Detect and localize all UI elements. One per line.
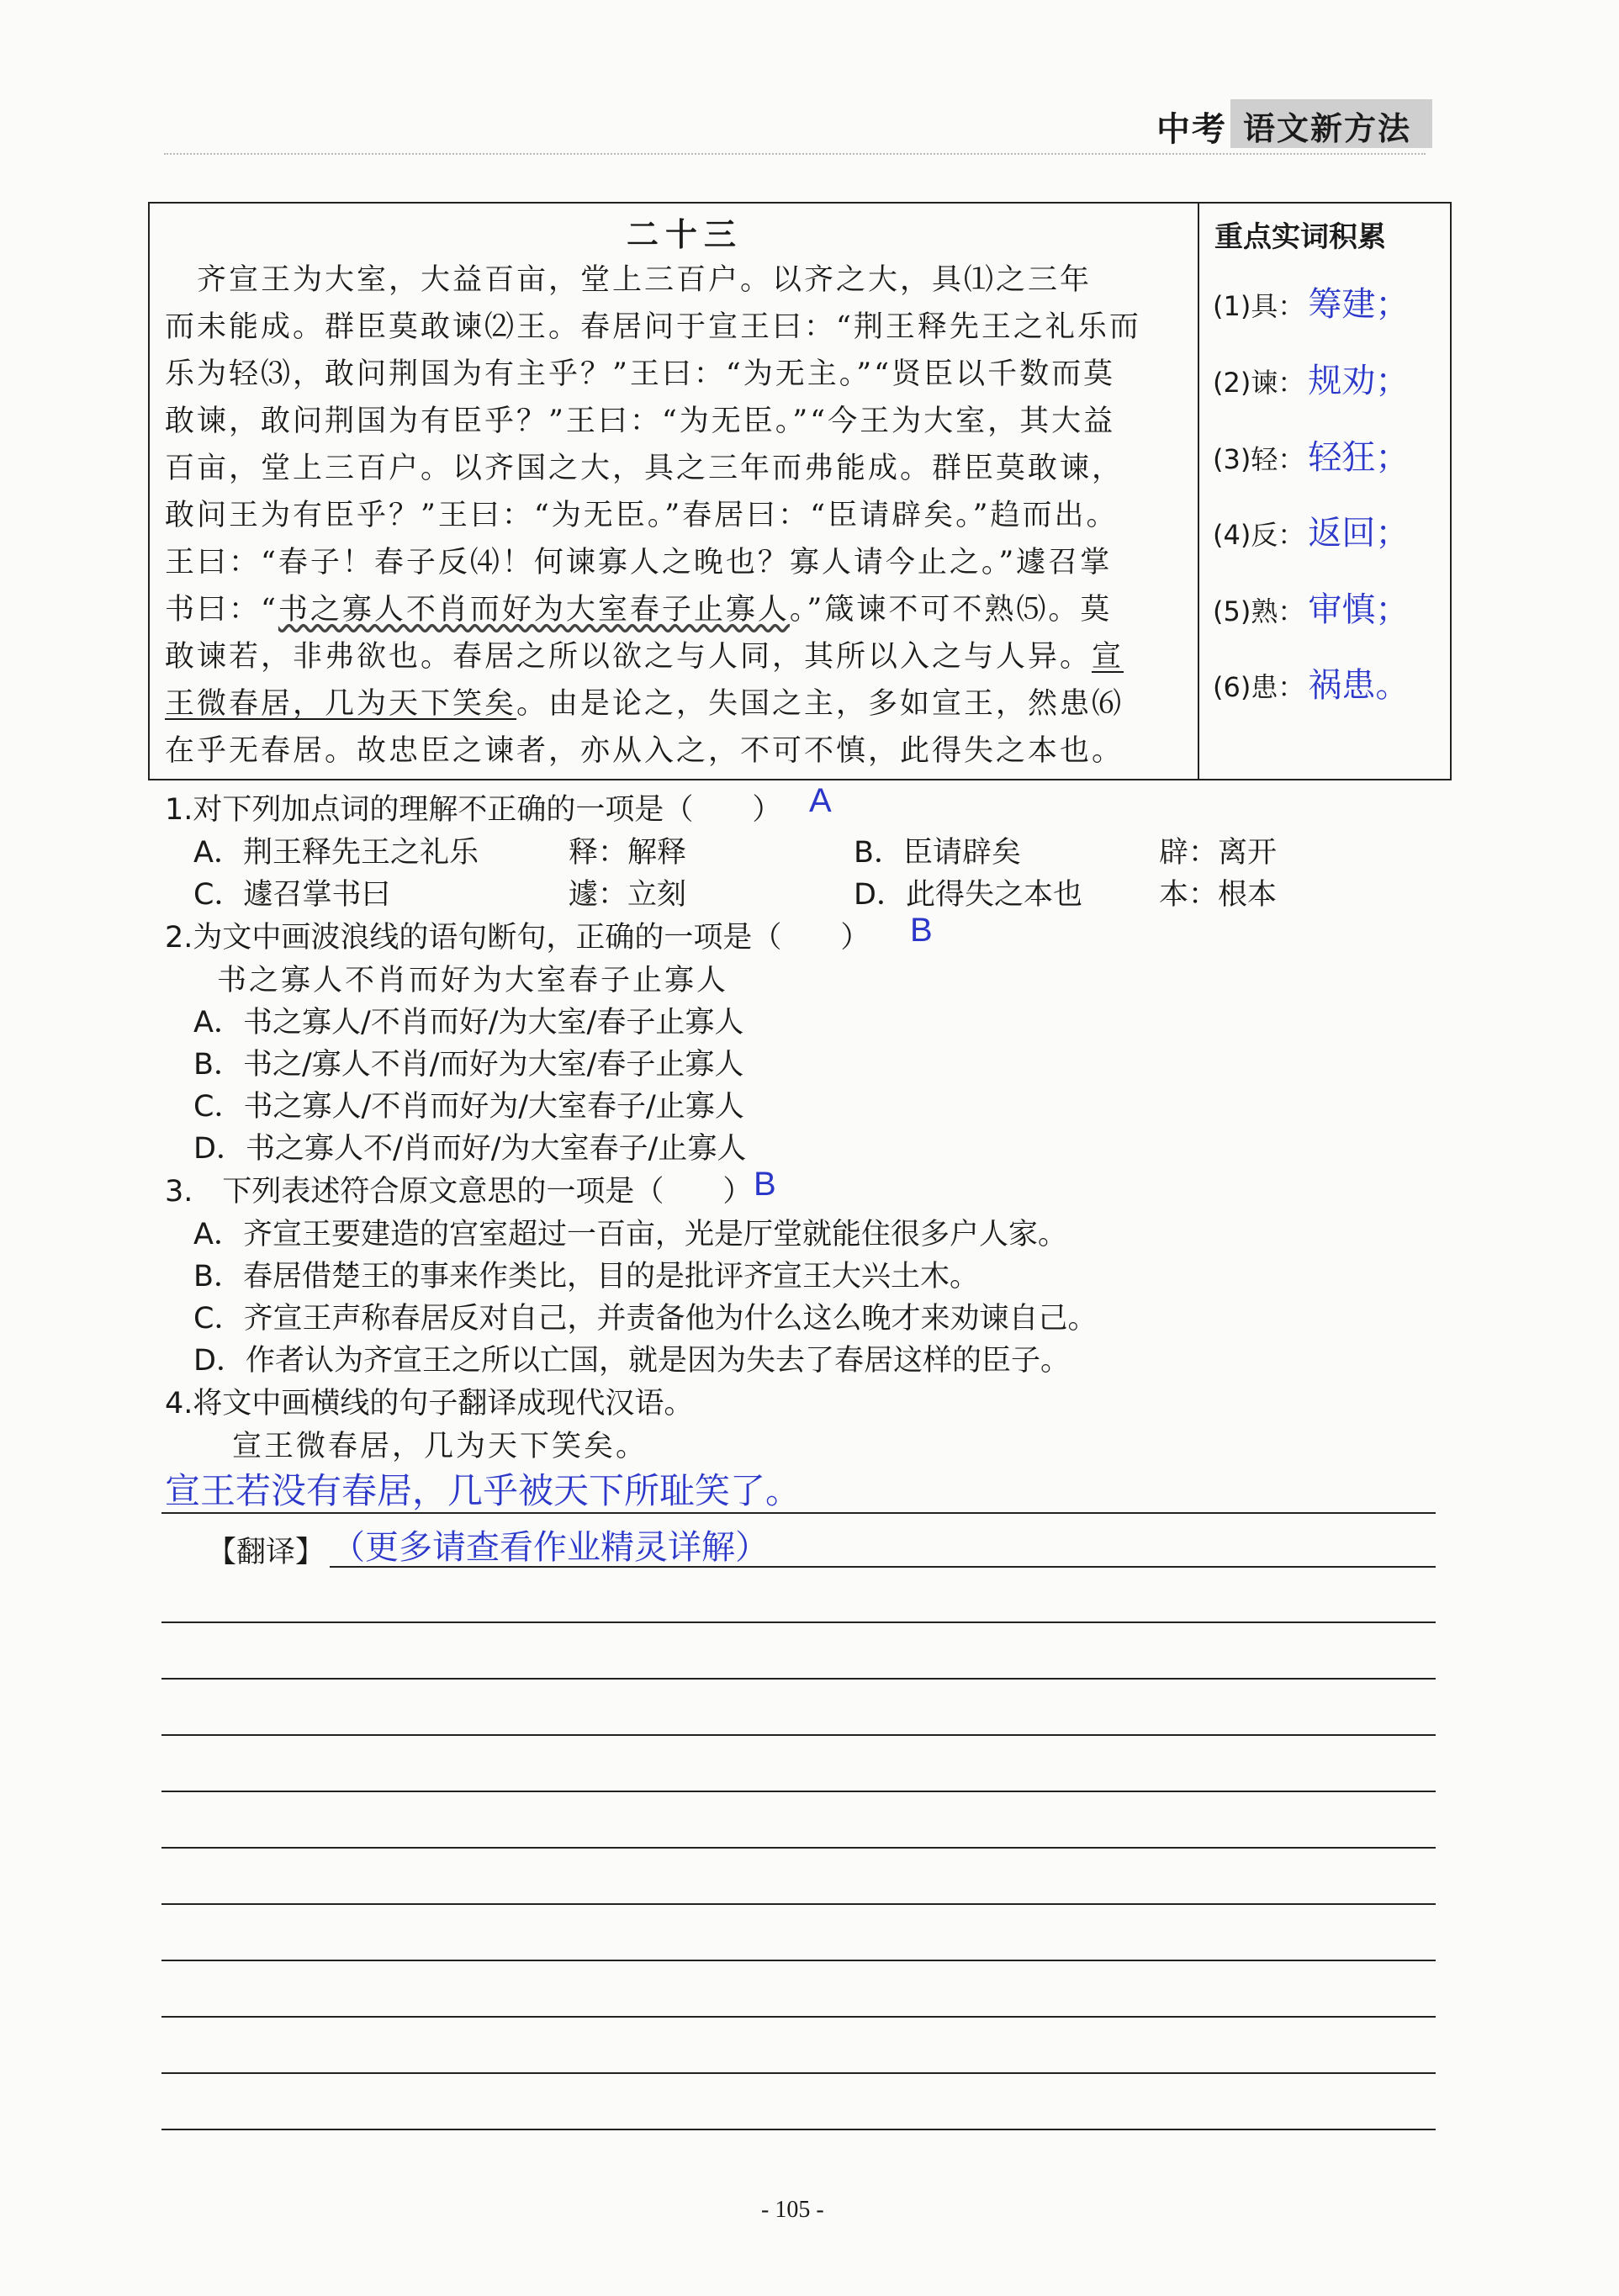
header-left-title: 中考 [1156, 109, 1227, 149]
wavy-underlined-sentence: 书之寡人不肖而好为大室春子止寡人 [278, 593, 790, 627]
passage-text: 。由是论之，失国之主，多如宣王，然患⑹ [516, 687, 1124, 721]
q1-option: A．荆王释先王之礼乐 [193, 836, 479, 870]
question-4-stem: 4.将文中画横线的句子翻译成现代汉语。 [165, 1387, 694, 1420]
vocab-label: (3)轻： [1213, 443, 1305, 475]
underlined-sentence-start: 宣 [1092, 640, 1124, 674]
vocab-label: (2)谏： [1213, 367, 1305, 399]
vocab-answer: 审慎； [1308, 590, 1410, 629]
passage-text: 。”箴谏不可不熟⑸。莫 [789, 593, 1113, 627]
vocab-answer: 返回； [1308, 514, 1410, 553]
vocab-answer: 筹建； [1308, 285, 1410, 324]
page-number: - 105 - [761, 2197, 824, 2223]
q2-sentence: 书之寡人不肖而好为大室春子止寡人 [217, 964, 729, 997]
writing-line [161, 2016, 1436, 2018]
passage-line: 敢问王为有臣乎？”王曰：“为无臣。”春居曰：“臣请辟矣。”趋而出。 [165, 499, 1119, 532]
vocab-label: (1)具： [1213, 290, 1305, 322]
q3-option: A．齐宣王要建造的宫室超过一百亩，光是厅堂就能住很多户人家。 [193, 1218, 1067, 1251]
vocab-label: (6)患： [1213, 671, 1305, 703]
writing-line [161, 1734, 1436, 1736]
question-3-stem: 3. 下列表述符合原文意思的一项是（ ） [165, 1175, 753, 1209]
passage-box-divider [1198, 202, 1199, 780]
question-1-answer: A [809, 782, 832, 819]
vocab-label: (5)熟： [1213, 595, 1305, 627]
question-3-answer: B [754, 1166, 776, 1203]
vocab-title: 重点实词积累 [1214, 220, 1386, 254]
q1-option: B．臣请辟矣 [854, 836, 1022, 870]
passage-line: 王曰：“春子！春子反⑷！何谏寡人之晚也？寡人请今止之。”遽召掌 [165, 546, 1113, 579]
passage-line: 齐宣王为大室，大益百亩，堂上三百户。以齐之大，具⑴之三年 [165, 263, 1093, 297]
passage-title: 二十三 [627, 215, 743, 253]
vocab-answer: 轻狂； [1308, 438, 1410, 477]
passage-line [165, 680, 1124, 722]
q1-option: D．此得失之本也 [854, 878, 1082, 912]
q3-option: C．齐宣王声称春居反对自己，并责备他为什么这么晚才来劝谏自己。 [193, 1302, 1098, 1336]
passage-line [165, 586, 1112, 628]
translation-note: （更多请查看作业精灵详解） [331, 1528, 769, 1567]
passage-line: 而未能成。群臣莫敢谏⑵王。春居问于宣王曰：“荆王释先王之礼乐而 [165, 310, 1141, 344]
q1-option-gloss: 本：根本 [1159, 878, 1278, 912]
q3-option: D．作者认为齐宣王之所以亡国，就是因为失去了春居这样的臣子。 [193, 1344, 1070, 1378]
vocab-item [1213, 431, 1409, 479]
q2-option: B．书之/寡人不肖/而好为大室/春子止寡人 [193, 1048, 744, 1082]
q2-option: D．书之寡人不/肖而好/为大室春子/止寡人 [193, 1132, 747, 1166]
writing-line [161, 2129, 1436, 2130]
q2-option: C．书之寡人/不肖而好为/大室春子/止寡人 [193, 1090, 744, 1124]
passage-line [165, 633, 1124, 675]
q2-option: A．书之寡人/不肖而好/为大室/春子止寡人 [193, 1006, 744, 1040]
q4-sentence: 宣王微春居，几为天下笑矣。 [232, 1430, 648, 1463]
q1-option-gloss: 辟：离开 [1159, 836, 1278, 870]
passage-line: 乐为轻⑶，敢问荆国为有主乎？”王曰：“为无主。”“贤臣以千数而莫 [165, 357, 1116, 391]
writing-line [161, 1903, 1436, 1905]
writing-line [161, 1791, 1436, 1792]
passage-text: 书曰：“ [165, 593, 278, 627]
underlined-sentence: 王微春居，几为天下笑矣 [165, 687, 517, 721]
writing-line [161, 1960, 1436, 1961]
q1-option: C．遽召掌书曰 [193, 878, 391, 912]
writing-line [330, 1566, 1436, 1568]
vocab-label: (4)反： [1213, 519, 1305, 551]
vocab-item [1213, 659, 1409, 706]
q1-option-gloss: 释：解释 [569, 836, 687, 870]
vocab-item [1213, 278, 1409, 325]
vocab-answer: 祸患。 [1308, 666, 1410, 705]
translation-label: 【翻译】 [207, 1536, 325, 1569]
writing-line [161, 1621, 1436, 1623]
writing-line [161, 1678, 1436, 1680]
writing-line [161, 2072, 1436, 2074]
vocab-item [1213, 583, 1409, 631]
question-1-stem: 1.对下列加点词的理解不正确的一项是（ ） [165, 793, 782, 827]
writing-line [161, 1847, 1436, 1849]
vocab-answer: 规劝； [1308, 362, 1410, 400]
passage-line: 百亩，堂上三百户。以齐国之大，具之三年而弗能成。群臣莫敢谏， [165, 452, 1124, 485]
question-2-answer: B [910, 912, 933, 949]
answer-line [161, 1512, 1436, 1514]
q4-answer: 宣王若没有春居，几乎被天下所耻笑了。 [165, 1470, 802, 1511]
vocab-item [1213, 506, 1409, 554]
passage-text: 敢谏若，非弗欲也。春居之所以欲之与人同，其所以入之与人异。 [165, 640, 1093, 674]
header-divider [164, 153, 1426, 155]
passage-line: 敢谏，敢问荆国为有臣乎？”王曰：“为无臣。”“今王为大室，其大益 [165, 405, 1116, 438]
passage-line: 在乎无春居。故忠臣之谏者，亦从入之，不可不慎，此得失之本也。 [165, 734, 1124, 768]
q3-option: B．春居借楚王的事来作类比，目的是批评齐宣王大兴土木。 [193, 1260, 980, 1293]
vocab-item [1213, 354, 1409, 402]
header-right-title: 语文新方法 [1243, 109, 1412, 147]
q1-option-gloss: 遽：立刻 [569, 878, 687, 912]
question-2-stem: 2.为文中画波浪线的语句断句，正确的一项是（ ） [165, 921, 870, 955]
